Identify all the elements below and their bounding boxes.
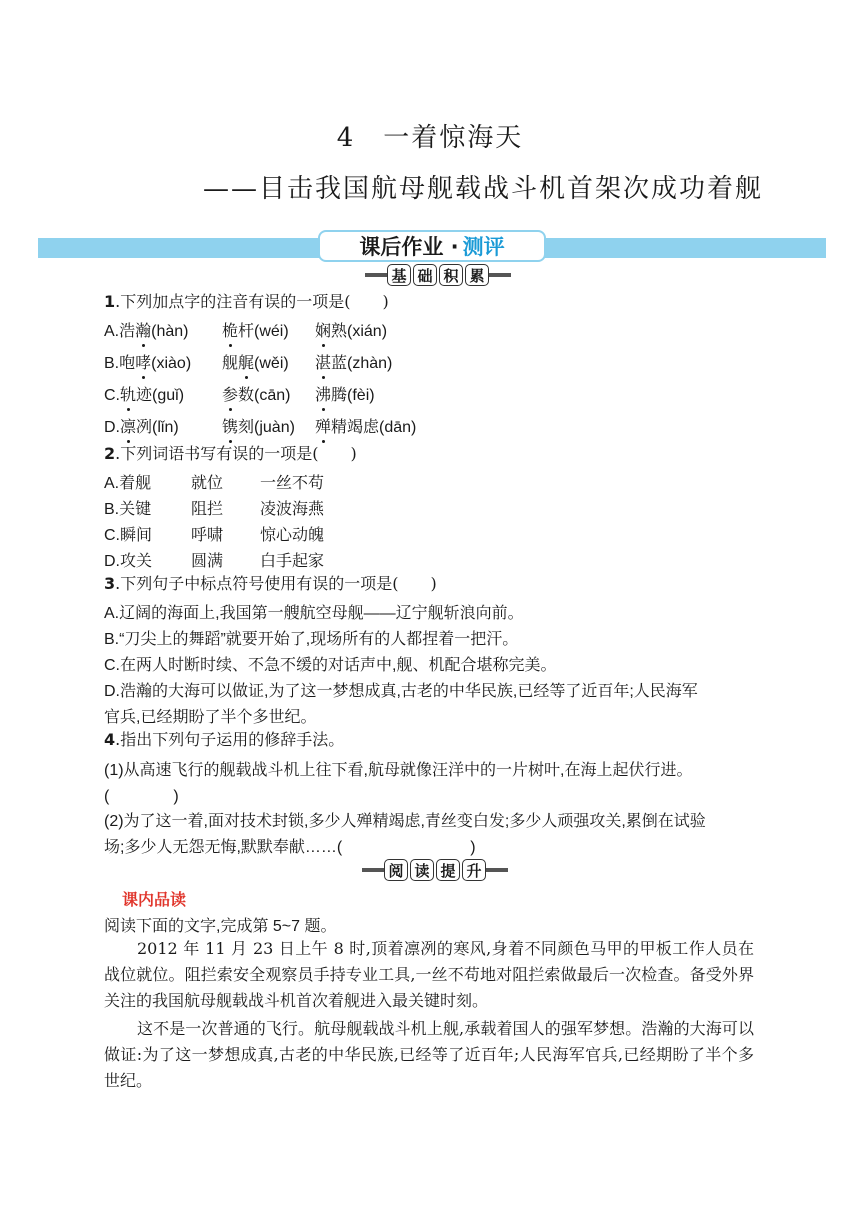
q4-sentence-2-cont: 场;多少人无怨无悔,默默奉献……( ): [104, 839, 476, 856]
question-number: 2: [104, 444, 116, 463]
q1-option-c: C.轨迹(guǐ): [104, 382, 184, 405]
section-char: 积: [439, 264, 463, 286]
section-char: 阅: [384, 859, 408, 881]
q3-option-a: A.辽阔的海面上,我国第一艘航空母舰——辽宁舰斩浪向前。: [104, 605, 524, 622]
section-char: 升: [462, 859, 486, 881]
q1-option-b3: 湛蓝(zhàn): [315, 350, 392, 373]
section-char: 提: [436, 859, 460, 881]
reading-intro: 阅读下面的文字,完成第 5~7 题。: [104, 918, 337, 935]
question-number: 1: [104, 292, 116, 311]
q3-option-d-cont: 官兵,已经期盼了半个多世纪。: [104, 709, 317, 726]
reading-paragraph-1: 2012 年 11 月 23 日上午 8 时,顶着凛冽的寒风,身着不同颜色马甲的甲板工作人员在战位就位。阻拦索安全观察员手持专业工具,一丝不苟地对阻拦索做最后一次检查。备受外界关注的我国航母舰载战斗机首次着舰进入最关键时刻。: [104, 939, 754, 1010]
q1-option-a2: 桅杆(wéi): [222, 318, 289, 341]
question-stem: 下列句子中标点符号使用有误的一项是( ): [120, 574, 437, 593]
q2-word: 白手起家: [260, 553, 325, 570]
q3-option-b: B.“刀尖上的舞蹈”就要开始了,现场所有的人都捏着一把汗。: [104, 631, 519, 648]
section-bar-right: [486, 868, 508, 872]
q2-option-d: D.攻关: [104, 553, 153, 570]
q1-option-a3: 娴熟(xián): [315, 318, 387, 341]
question-stem: 下列加点字的注音有误的一项是( ): [120, 292, 389, 311]
section-bar-right: [489, 273, 511, 277]
q1-option-d3: 殚精竭虑(dān): [315, 414, 416, 437]
q2-word: 凌波海燕: [260, 501, 325, 518]
q2-option-b: B.关键: [104, 501, 152, 518]
homework-banner: [318, 230, 546, 262]
q1-option-c2: 参数(cān): [222, 382, 290, 405]
question-2: 2.下列词语书写有误的一项是( ): [104, 444, 357, 463]
question-stem: 指出下列句子运用的修辞手法。: [120, 730, 345, 749]
q1-option-b: B.咆哮(xiào): [104, 350, 191, 373]
q3-option-c: C.在两人时断时续、不急不缓的对话声中,舰、机配合堪称完美。: [104, 657, 557, 674]
reading-paragraph-2: 这不是一次普通的飞行。航母舰载战斗机上舰,承载着国人的强军梦想。浩瀚的大海可以做证:为了这一梦想成真,古老的中华民族,已经等了近百年;人民海军官兵,已经期盼了半个多世纪。: [104, 1019, 754, 1090]
q2-option-c: C.瞬间: [104, 527, 153, 544]
section-bar-left: [365, 273, 387, 277]
q2-word: 阻拦: [191, 501, 224, 518]
banner-label: 课后作业 ·: [359, 235, 459, 259]
lesson-title: 4 一着惊海天: [336, 123, 524, 153]
q4-sentence-2: (2)为了这一着,面对技术封锁,多少人殚精竭虑,青丝变白发;多少人顽强攻关,累倒在试验: [104, 813, 706, 830]
reading-label: 课内品读: [122, 892, 187, 909]
q4-answer-blank-1: ( ): [104, 788, 179, 805]
question-3: 3.下列句子中标点符号使用有误的一项是( ): [104, 574, 437, 593]
banner-accent: 测评: [462, 235, 505, 259]
q1-option-c3: 沸腾(fèi): [315, 382, 375, 405]
q2-option-a: A.着舰: [104, 475, 152, 492]
section-char: 读: [410, 859, 434, 881]
section-char: 基: [387, 264, 411, 286]
q2-word: 惊心动魄: [260, 527, 325, 544]
q1-option-d: D.凛冽(lǐn): [104, 414, 179, 437]
q2-word: 呼啸: [191, 527, 224, 544]
q2-word: 圆满: [191, 553, 224, 570]
q1-option-a: A.浩瀚(hàn): [104, 318, 189, 341]
q4-sentence-1: (1)从高速飞行的舰载战斗机上往下看,航母就像汪洋中的一片树叶,在海上起伏行进。: [104, 762, 693, 779]
section-char: 础: [413, 264, 437, 286]
lesson-subtitle: ——目击我国航母舰载战斗机首架次成功着舰: [203, 174, 764, 204]
section-bar-left: [362, 868, 384, 872]
q2-word: 一丝不苟: [260, 475, 325, 492]
question-stem: 下列词语书写有误的一项是( ): [120, 444, 357, 463]
q1-option-b2: 舰艉(wěi): [222, 350, 289, 373]
question-1: 1.下列加点字的注音有误的一项是( ): [104, 292, 389, 311]
question-4: 4.指出下列句子运用的修辞手法。: [104, 730, 345, 749]
q2-word: 就位: [191, 475, 224, 492]
q3-option-d: D.浩瀚的大海可以做证,为了这一梦想成真,古老的中华民族,已经等了近百年;人民海军: [104, 683, 698, 700]
section-basic-header: [365, 264, 511, 286]
section-char: 累: [465, 264, 489, 286]
question-number: 4: [104, 730, 116, 749]
section-reading-header: [362, 859, 508, 881]
q1-option-d2: 镌刻(juàn): [222, 414, 295, 437]
question-number: 3: [104, 574, 116, 593]
